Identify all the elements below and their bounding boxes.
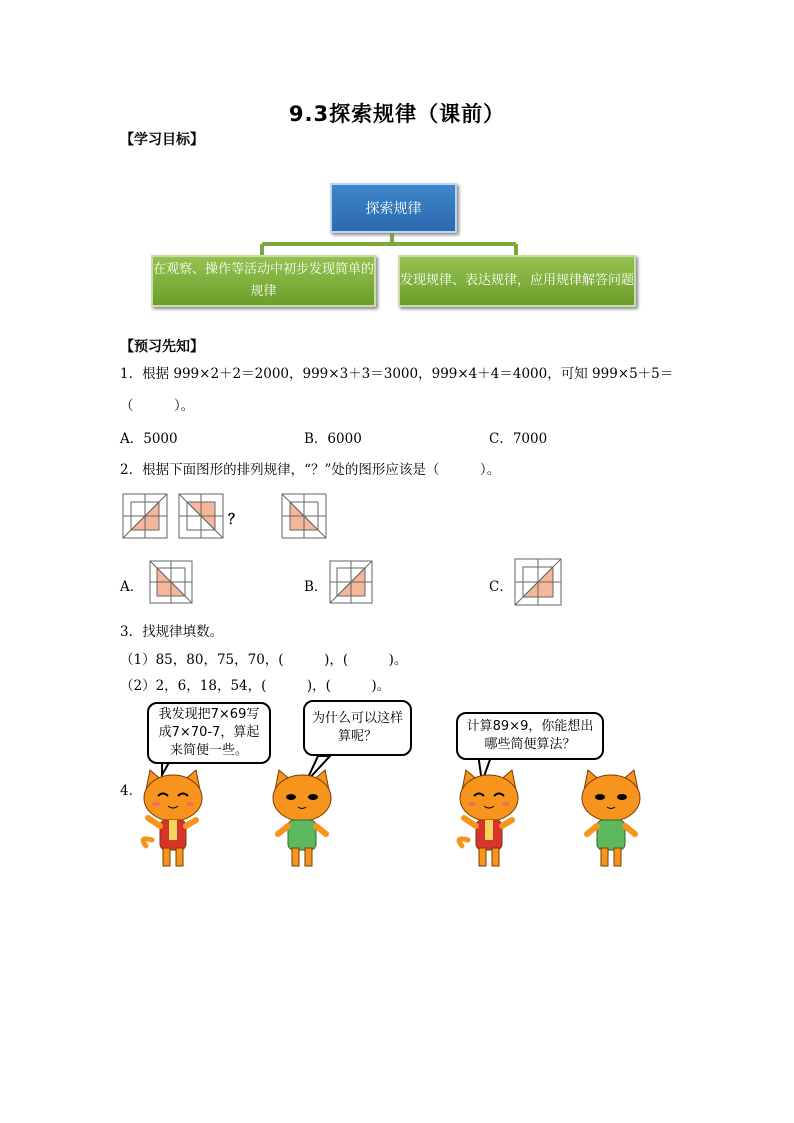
section-preview: 【预习先知】 — [120, 339, 204, 355]
q2-option-a: A． — [120, 579, 144, 595]
q2-option-c: C． — [489, 579, 513, 595]
cat-illustration-2 — [267, 768, 337, 872]
speech-bubble-3: 计算89×9，你能想出哪些简便算法？ — [456, 712, 604, 760]
speech-bubble-1: 我发现把7×69写成7×70-7，算起来简便一些。 — [147, 702, 271, 764]
pattern-question-mark: ？ — [228, 512, 242, 528]
diagram-connectors — [0, 0, 794, 320]
speech-bubble-2: 为什么可以这样算呢？ — [303, 700, 412, 756]
q1-stem-line1: 1．根据 999×2＋2＝2000，999×3＋3＝3000，999×4＋4＝4000，可知 999×5＋5＝ — [120, 366, 674, 382]
page-title: 9.3探索规律（课前） — [288, 102, 506, 126]
q2-stem: 2．根据下面图形的排列规律，“？”处的图形应该是（ ）。 — [120, 462, 501, 478]
q3-sub2: （2）2，6，18，54，( )，( )。 — [120, 678, 391, 694]
q2-option-a-figure — [149, 560, 193, 604]
q3-stem: 3．找规律填数。 — [120, 624, 224, 640]
q2-option-b: B． — [304, 579, 328, 595]
pattern-figure-2 — [178, 493, 224, 539]
q4-number: 4． — [120, 783, 143, 799]
q2-option-c-figure — [514, 558, 562, 606]
q3-sub1: （1）85，80，75，70，( )，( )。 — [120, 652, 408, 668]
diagram-root-node: 探索规律 — [330, 183, 457, 233]
diagram-right-node: 发现规律、表达规律，应用规律解答问题 — [398, 255, 636, 307]
q1-option-a: A．5000 — [120, 431, 178, 447]
pattern-figure-3 — [281, 493, 327, 539]
q1-option-b: B．6000 — [304, 431, 362, 447]
cat-illustration-3 — [454, 768, 524, 872]
section-learning-goals: 【学习目标】 — [120, 132, 204, 148]
pattern-figure-1 — [122, 493, 168, 539]
q2-option-b-figure — [329, 560, 373, 604]
q1-option-c: C．7000 — [489, 431, 548, 447]
cat-illustration-4 — [576, 768, 646, 872]
q1-stem-line2: （ ）。 — [120, 398, 195, 414]
diagram-left-node: 在观察、操作等活动中初步发现简单的规律 — [151, 255, 376, 307]
cat-illustration-1 — [138, 768, 208, 872]
